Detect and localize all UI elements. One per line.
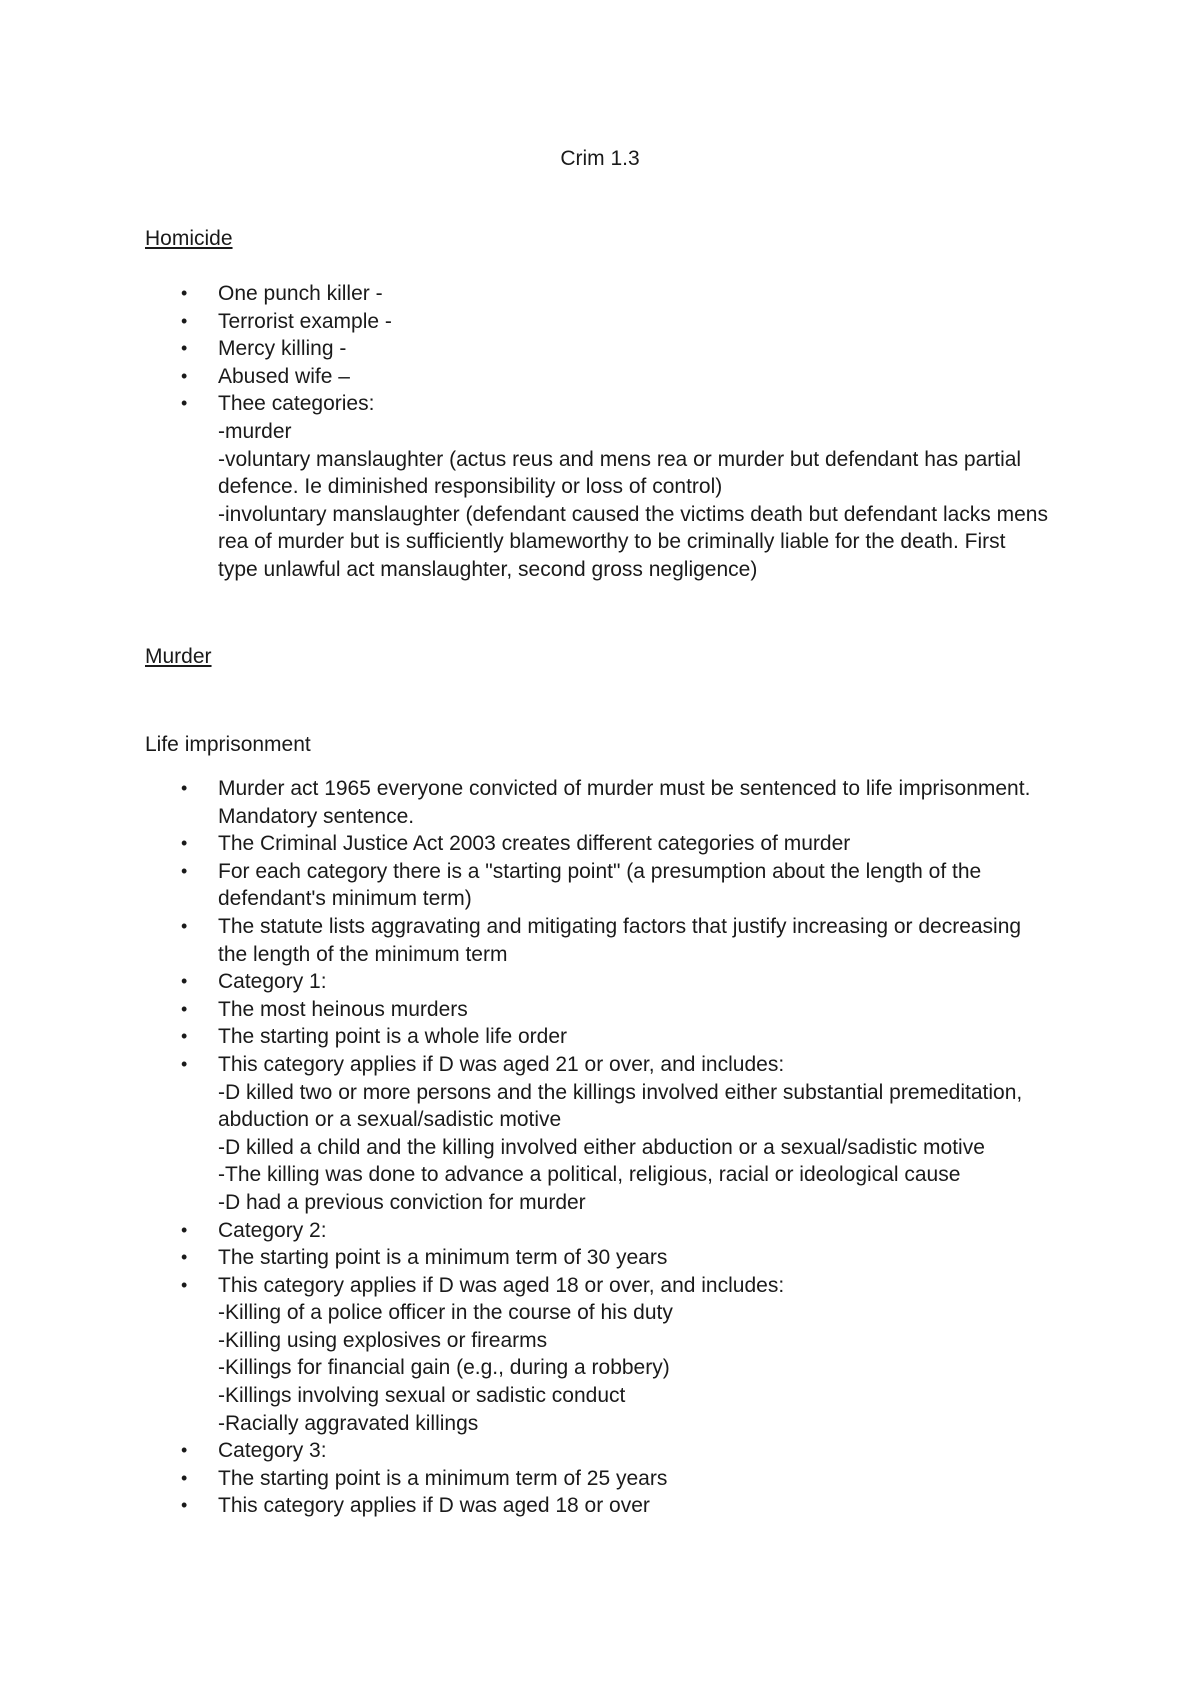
list-item-text: Category 2: [218, 1218, 327, 1242]
bullet-icon: • [181, 1247, 188, 1268]
list-item-text: Terrorist example - [218, 309, 392, 333]
list-item-text: The Criminal Justice Act 2003 creates different categories of murder [218, 832, 851, 856]
list-item-subpoint: -Killing using explosives or firearms [218, 1328, 548, 1352]
bullet-icon: • [181, 310, 188, 331]
life-imprisonment-subheading: Life imprisonment [145, 733, 311, 756]
bullet-icon: • [181, 1467, 188, 1488]
list-item [0, 390, 1200, 583]
list-item-text: The starting point is a whole life order [218, 1025, 568, 1049]
bullet-icon: • [181, 778, 188, 798]
bullet-icon: • [181, 971, 188, 992]
homicide-bullet-list [0, 280, 1200, 584]
list-item-subpoint: -Killings for financial gain (e.g., during a robbery) [218, 1356, 670, 1380]
list-item [0, 830, 1200, 858]
list-item-text: The statute lists aggravating and mitigating factors that justify increasing or decreasing the length of the minimum term [218, 914, 1022, 966]
list-item [0, 996, 1200, 1024]
bullet-icon: • [181, 1026, 188, 1047]
list-item-text: Thee categories: [218, 392, 375, 416]
list-item [0, 363, 1200, 391]
list-item [0, 913, 1200, 968]
list-item [0, 1023, 1200, 1051]
list-item-text: Category 1: [218, 970, 327, 994]
list-item-subpoint: -The killing was done to advance a political, religious, racial or ideological cause [218, 1163, 961, 1187]
list-item [0, 968, 1200, 996]
list-item-subpoint: -Racially aggravated killings [218, 1411, 479, 1435]
list-item-text: The most heinous murders [218, 997, 468, 1021]
list-item-subpoint: -Killing of a police officer in the course of his duty [218, 1301, 673, 1325]
list-item-text: The starting point is a minimum term of 25 years [218, 1466, 668, 1490]
list-item [0, 1437, 1200, 1465]
list-item-text: One punch killer - [218, 282, 383, 305]
list-item [0, 1244, 1200, 1272]
murder-bullet-list [0, 775, 1200, 1520]
list-item-text: For each category there is a "starting point" (a presumption about the length of the defendant's minimum term) [218, 859, 982, 911]
list-item [0, 1217, 1200, 1245]
list-item [0, 775, 1200, 830]
list-item-subpoint: -murder [218, 419, 292, 443]
list-item [0, 335, 1200, 363]
bullet-icon: • [181, 393, 188, 414]
list-item [0, 1051, 1200, 1217]
bullet-icon: • [181, 860, 188, 881]
list-item-text: Category 3: [218, 1439, 327, 1463]
list-item [0, 1272, 1200, 1438]
list-item-text: Mercy killing - [218, 337, 347, 361]
bullet-icon: • [181, 1219, 188, 1240]
bullet-icon: • [181, 915, 188, 936]
list-item-text: This category applies if D was aged 18 or over [218, 1494, 650, 1518]
list-item-text: The starting point is a minimum term of 30 years [218, 1246, 668, 1270]
bullet-icon: • [181, 1274, 188, 1295]
list-item [0, 1465, 1200, 1493]
bullet-icon: • [181, 1440, 188, 1461]
list-item [0, 1492, 1200, 1520]
list-item [0, 858, 1200, 913]
list-item-text: This category applies if D was aged 18 or over, and includes: [218, 1273, 785, 1297]
list-item-subpoint: -Killings involving sexual or sadistic conduct [218, 1384, 626, 1408]
list-item-text: Murder act 1965 everyone convicted of murder must be sentenced to life imprisonment. Mandatory sentence. [218, 777, 1031, 828]
bullet-icon: • [181, 1053, 188, 1074]
list-item [0, 308, 1200, 336]
list-item-subpoint: -voluntary manslaughter (actus reus and mens rea or murder but defendant has partial defence. Ie diminished responsibility or loss of control) [218, 447, 1022, 499]
list-item-text: Abused wife – [218, 364, 350, 388]
document-title: Crim 1.3 [560, 147, 640, 170]
homicide-heading: Homicide [145, 227, 233, 250]
bullet-icon: • [181, 283, 188, 303]
bullet-icon: • [181, 1495, 188, 1516]
list-item-subpoint: -D killed a child and the killing involved either abduction or a sexual/sadistic motive [218, 1135, 985, 1159]
list-item-text: This category applies if D was aged 21 or over, and includes: [218, 1052, 785, 1076]
bullet-icon: • [181, 338, 188, 359]
list-item-subpoint: -involuntary manslaughter (defendant caused the victims death but defendant lacks mens rea of murder but is sufficiently blameworthy to be criminally liable for the death. First type unlawful act manslaughter, second gross negligence) [218, 502, 1048, 581]
bullet-icon: • [181, 833, 188, 854]
list-item [0, 280, 1200, 308]
list-item-subpoint: -D killed two or more persons and the killings involved either substantial premeditation, abduction or a sexual/sadistic motive [218, 1080, 1023, 1132]
bullet-icon: • [181, 365, 188, 386]
bullet-icon: • [181, 998, 188, 1019]
murder-heading: Murder [145, 645, 212, 668]
list-item-subpoint: -D had a previous conviction for murder [218, 1190, 586, 1214]
